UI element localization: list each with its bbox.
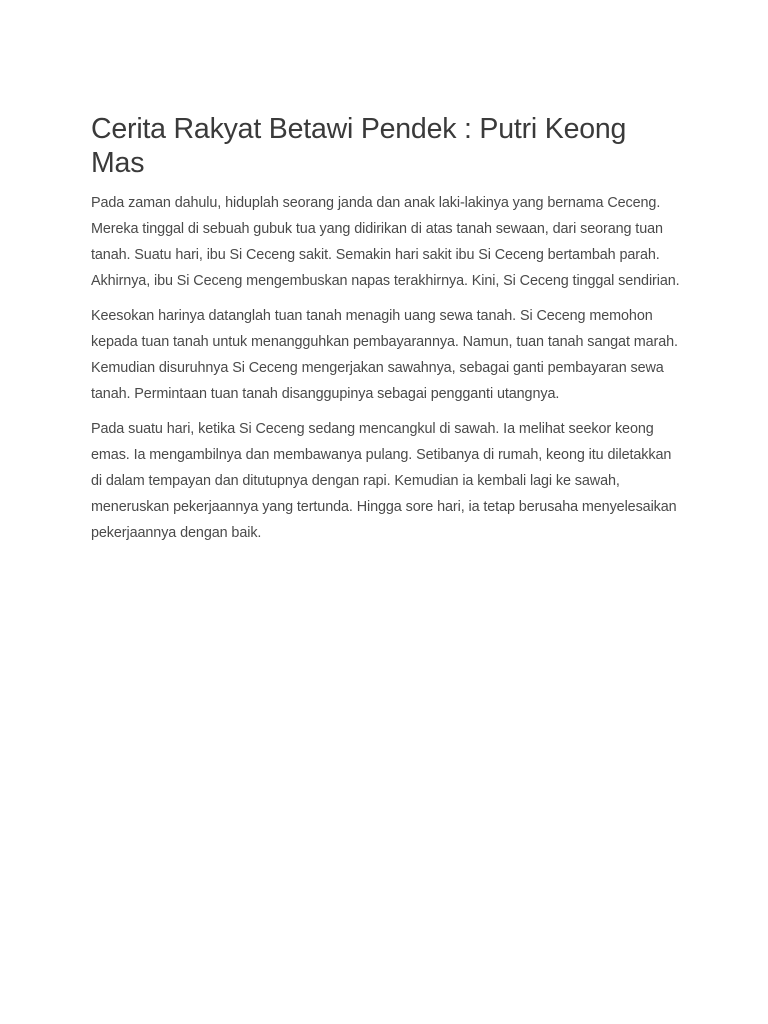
paragraph-3: Pada suatu hari, ketika Si Ceceng sedang mencangkul di sawah. Ia melihat seekor keong emas. Ia mengambilnya dan membawanya pulang. Setibanya di rumah, keong itu diletakkan di dalam tempayan dan ditutupnya dengan rapi. Kemudian ia kembali lagi ke sawah, meneruskan pekerjaannya yang tertunda. Hingga sore hari, ia tetap berusaha menyelesaikan pekerjaannya dengan baik. <box>91 421 677 541</box>
paragraph-1: Pada zaman dahulu, hiduplah seorang janda dan anak laki-lakinya yang bernama Ceceng. Mereka tinggal di sebuah gubuk tua yang didirikan di atas tanah sewaan, dari seorang tuan tanah. Suatu hari, ibu Si Ceceng sakit. Semakin hari sakit ibu Si Ceceng bertambah parah. Akhirnya, ibu Si Ceceng mengembuskan napas terakhirnya. Kini, Si Ceceng tinggal sendirian. <box>91 195 680 289</box>
paragraph-2: Keesokan harinya datanglah tuan tanah menagih uang sewa tanah. Si Ceceng memohon kepada tuan tanah untuk menangguhkan pembayarannya. Namun, tuan tanah sangat marah. Kemudian disuruhnya Si Ceceng mengerjakan sawahnya, sebagai ganti pembayaran sewa tanah. Permintaan tuan tanah disanggupinya sebagai pengganti utangnya. <box>91 308 678 402</box>
document-title: Cerita Rakyat Betawi Pendek : Putri Keong Mas <box>91 113 627 179</box>
document-page <box>91 112 681 555</box>
